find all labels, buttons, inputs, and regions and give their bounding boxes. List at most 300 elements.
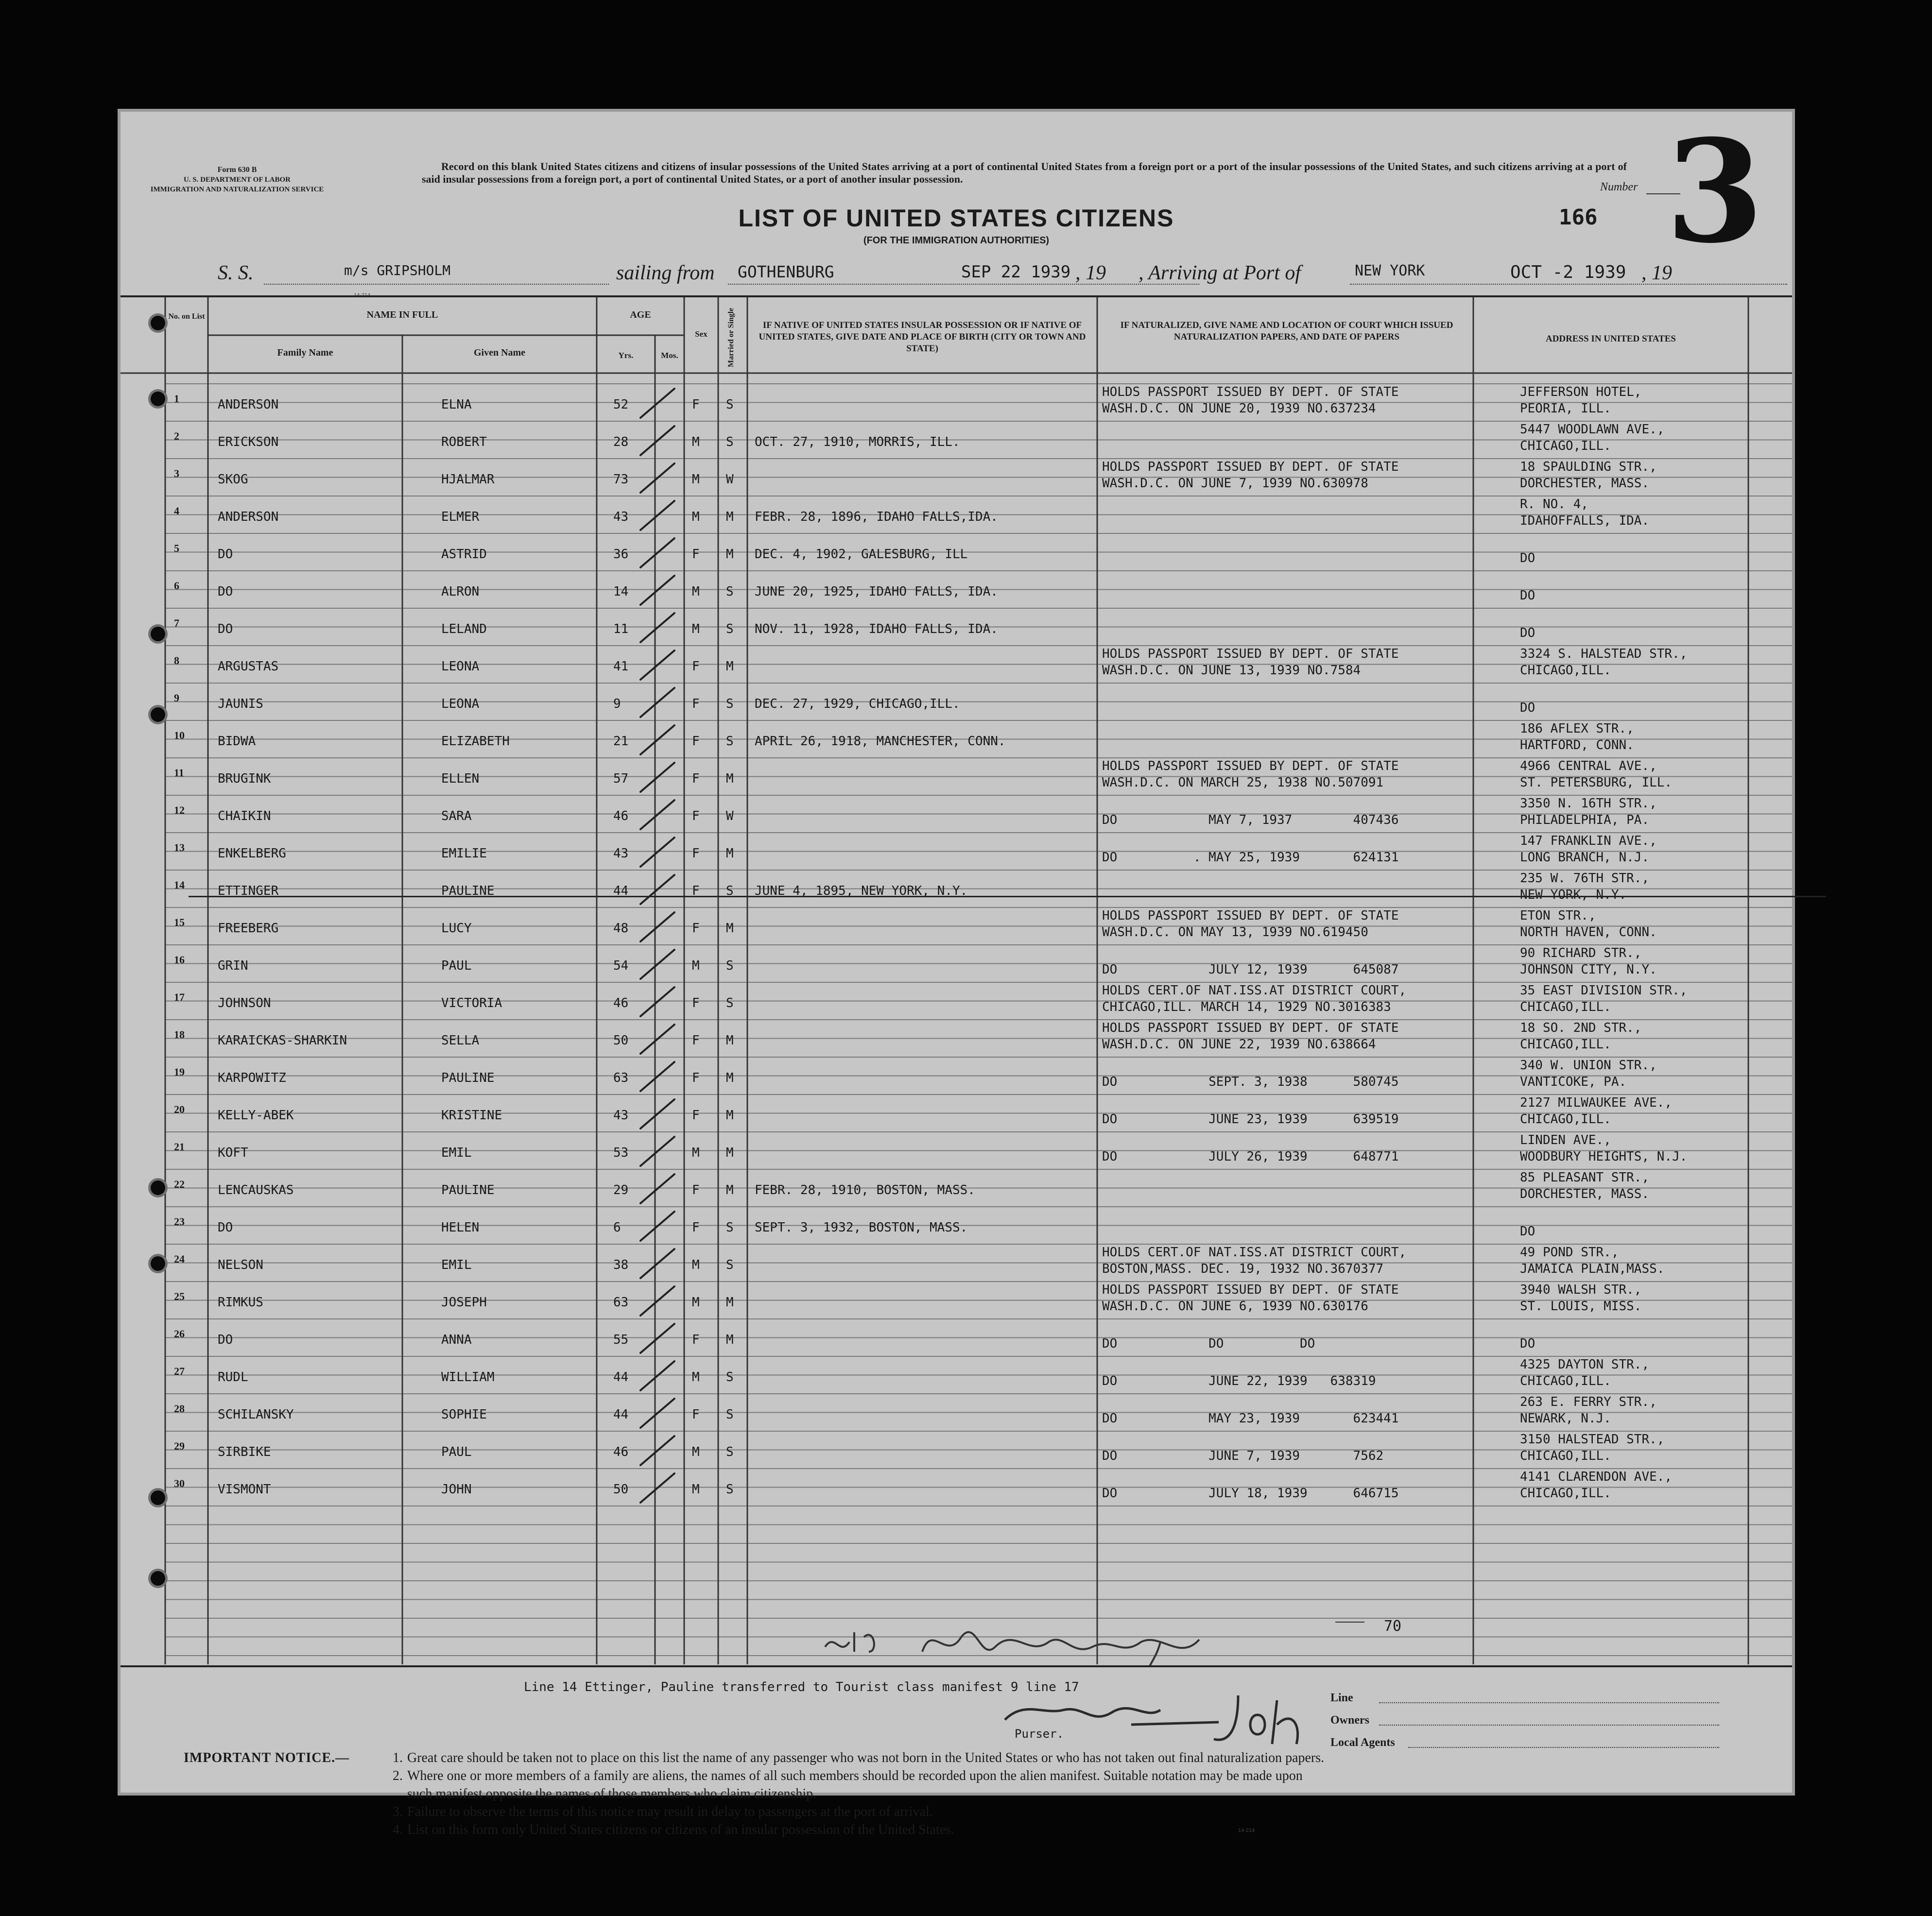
naturalization-line-1: HOLDS CERT.OF NAT.ISS.AT DISTRICT COURT, — [1102, 983, 1407, 998]
sex: M — [692, 435, 700, 449]
tally-tick — [640, 1212, 674, 1241]
family-name: ERICKSON — [218, 435, 279, 449]
age-years: 21 — [613, 734, 629, 749]
table-row — [121, 681, 1792, 718]
age-years: 48 — [613, 921, 629, 936]
row-number: 2 — [174, 430, 179, 442]
sex: F — [692, 659, 700, 674]
tally-tick — [640, 838, 674, 867]
family-name: ARGUSTAS — [218, 659, 279, 674]
age-years: 44 — [613, 884, 629, 898]
family-name: NELSON — [218, 1258, 263, 1272]
table-row — [121, 1205, 1792, 1242]
ship-name: m/s GRIPSHOLM — [344, 262, 451, 278]
row-number: 27 — [174, 1365, 185, 1377]
table-row — [121, 1167, 1792, 1204]
row-number: 24 — [174, 1253, 185, 1265]
tally-tick — [640, 613, 674, 642]
table-row — [121, 980, 1792, 1017]
row-number: 15 — [174, 916, 185, 928]
given-name: ELMER — [441, 510, 480, 524]
given-name: SARA — [441, 809, 472, 823]
age-years: 55 — [613, 1333, 629, 1347]
given-name: ELNA — [441, 397, 472, 412]
given-name: ELIZABETH — [441, 734, 510, 749]
punch-hole — [151, 1180, 165, 1195]
address-line-1: ETON STR., — [1520, 908, 1596, 923]
birth-info: APRIL 26, 1918, MANCHESTER, CONN. — [755, 734, 1006, 749]
address-line-2: DO — [1520, 1224, 1535, 1239]
inspector-signature — [820, 1613, 1258, 1666]
marital-status: S — [726, 697, 734, 711]
sex: F — [692, 1220, 700, 1235]
naturalization-line-2: DO JUNE 23, 1939 639519 — [1102, 1112, 1399, 1127]
notice-1-text: Great care should be taken not to place on this list the name of any passenger who was not born in the United States or who has not taken out final naturalization papers. — [407, 1750, 1325, 1765]
birth-info: OCT. 27, 1910, MORRIS, ILL. — [755, 435, 960, 449]
address-line-2: PEORIA, ILL. — [1520, 401, 1611, 416]
tally-tick — [640, 1399, 674, 1428]
row-number: 20 — [174, 1103, 185, 1115]
manifest-sheet — [121, 109, 1792, 1837]
given-name: ANNA — [441, 1333, 472, 1347]
family-name: FREEBERG — [218, 921, 279, 936]
tally-marks — [636, 374, 762, 1652]
address-line-2: CHICAGO,ILL. — [1520, 1374, 1611, 1388]
given-name: KRISTINE — [441, 1108, 502, 1123]
row-number: 1 — [174, 393, 179, 405]
sex: M — [692, 622, 700, 636]
family-name: ENKELBERG — [218, 846, 286, 861]
naturalization-line-2: DO MAY 23, 1939 623441 — [1102, 1411, 1399, 1426]
address-line-1: 3150 HALSTEAD STR., — [1520, 1432, 1665, 1447]
address-line-2: IDAHOFFALLS, IDA. — [1520, 513, 1650, 528]
row-number: 3 — [174, 467, 179, 479]
sex: F — [692, 771, 700, 786]
age-years: 6 — [613, 1220, 621, 1235]
departure-port: GOTHENBURG — [738, 262, 834, 281]
naturalization-line-2: DO JUNE 22, 1939 638319 — [1102, 1374, 1376, 1388]
row-number: 4 — [174, 505, 179, 517]
row-number: 11 — [174, 767, 184, 779]
row-number: 10 — [174, 729, 185, 741]
address-line-1: 5447 WOODLAWN AVE., — [1520, 422, 1665, 437]
given-name: VICTORIA — [441, 996, 502, 1010]
naturalization-line-2: WASH.D.C. ON JUNE 7, 1939 NO.630978 — [1102, 476, 1368, 491]
page-title: LIST OF UNITED STATES CITIZENS — [738, 205, 1174, 232]
row-number: 29 — [174, 1440, 185, 1452]
tally-tick — [640, 1025, 674, 1054]
header-given-name: Given Name — [473, 347, 526, 358]
tally-tick — [640, 1062, 674, 1091]
given-name: LUCY — [441, 921, 472, 936]
sex: F — [692, 1033, 700, 1048]
age-years: 46 — [613, 996, 629, 1010]
marital-status: S — [726, 996, 734, 1010]
sex: F — [692, 1333, 700, 1347]
sex: F — [692, 1183, 700, 1198]
family-name: DO — [218, 1333, 233, 1347]
punch-hole — [151, 707, 165, 722]
marital-status: M — [726, 921, 734, 936]
punch-hole — [151, 1490, 165, 1505]
family-name: BIDWA — [218, 734, 256, 749]
form-instructions: Record on this blank United States citizens and citizens of insular possessions of the United States arriving at a port of continental United States from a foreign port or a port of the insular possessions of the United States, and such citizens arriving at a port of said insular possessions from a foreign port, a port of continental United States, or a port of another insular possession. — [422, 160, 1627, 185]
address-line-2: ST. PETERSBURG, ILL. — [1520, 775, 1673, 790]
birth-info: JUNE 4, 1895, NEW YORK, N.Y. — [755, 884, 968, 898]
birth-info: JUNE 20, 1925, IDAHO FALLS, IDA. — [755, 584, 998, 599]
age-years: 50 — [613, 1482, 629, 1497]
family-name: SKOG — [218, 472, 248, 487]
birth-info: FEBR. 28, 1910, BOSTON, MASS. — [755, 1183, 975, 1198]
age-years: 54 — [613, 958, 629, 973]
family-name: RUDL — [218, 1370, 248, 1385]
marital-status: S — [726, 884, 734, 898]
family-name: DO — [218, 584, 233, 599]
stamp-dash — [1335, 1622, 1364, 1623]
notice-3-number: 3. — [393, 1804, 403, 1819]
naturalization-line-2: DO SEPT. 3, 1938 580745 — [1102, 1075, 1399, 1089]
punch-hole — [151, 392, 165, 406]
row-number: 17 — [174, 991, 185, 1003]
sex: F — [692, 1407, 700, 1422]
punch-hole — [151, 1571, 165, 1586]
tally-tick — [640, 389, 674, 418]
address-line-1: 90 RICHARD STR., — [1520, 946, 1642, 960]
family-name: KELLY-ABEK — [218, 1108, 294, 1123]
table-row — [121, 868, 1792, 905]
naturalization-line-2: BOSTON,MASS. DEC. 19, 1932 NO.3670377 — [1102, 1262, 1384, 1276]
ss-label: S. S. — [218, 262, 254, 284]
header-age: AGE — [630, 309, 651, 320]
sex: M — [692, 1295, 700, 1310]
address-line-1: 49 POND STR., — [1520, 1245, 1619, 1260]
tally-tick — [640, 426, 674, 455]
punch-hole — [151, 1256, 165, 1271]
header-address: ADDRESS IN UNITED STATES — [1545, 334, 1676, 344]
table-row — [121, 943, 1792, 980]
given-name: ALRON — [441, 584, 480, 599]
row-14-strikethrough — [189, 896, 1826, 897]
age-years: 52 — [613, 397, 629, 412]
table-row — [121, 1280, 1792, 1317]
row-number: 16 — [174, 954, 185, 966]
family-name: ANDERSON — [218, 397, 279, 412]
owners-label: Owners — [1330, 1714, 1369, 1727]
given-name: ROBERT — [441, 435, 487, 449]
table-row — [121, 569, 1792, 606]
birth-info: SEPT. 3, 1932, BOSTON, MASS. — [755, 1220, 968, 1235]
row-number: 8 — [174, 654, 179, 667]
table-row — [121, 1055, 1792, 1092]
address-line-2: DO — [1520, 551, 1535, 565]
family-name: SIRBIKE — [218, 1445, 271, 1459]
sheet-number: 3 — [1666, 109, 1764, 274]
marital-status: S — [726, 1220, 734, 1235]
marital-status: M — [726, 510, 734, 524]
naturalization-line-2: DO JUNE 7, 1939 7562 — [1102, 1449, 1384, 1463]
address-line-1: 4141 CLARENDON AVE., — [1520, 1470, 1673, 1484]
family-name: KOFT — [218, 1146, 248, 1160]
naturalization-line-2: DO JULY 26, 1939 648771 — [1102, 1149, 1399, 1164]
address-line-1: JEFFERSON HOTEL, — [1520, 385, 1642, 399]
tally-tick — [640, 1099, 674, 1129]
row-number: 5 — [174, 542, 179, 554]
sex: M — [692, 510, 700, 524]
age-years: 14 — [613, 584, 629, 599]
marital-status: M — [726, 1146, 734, 1160]
marital-status: S — [726, 1258, 734, 1272]
tally-tick — [640, 1249, 674, 1278]
sex: F — [692, 884, 700, 898]
address-line-2: CHICAGO,ILL. — [1520, 1449, 1611, 1463]
tally-tick — [640, 800, 674, 829]
table-row — [121, 1093, 1792, 1129]
naturalization-line-2: WASH.D.C. ON MAY 13, 1939 NO.619450 — [1102, 925, 1368, 940]
address-line-1: R. NO. 4, — [1520, 497, 1588, 512]
age-years: 38 — [613, 1258, 629, 1272]
stamp-number: 166 — [1559, 205, 1598, 230]
naturalization-line-2: WASH.D.C. ON JUNE 22, 1939 NO.638664 — [1102, 1037, 1376, 1052]
tally-tick — [640, 688, 674, 717]
header-mos: Mos. — [661, 351, 678, 360]
sailing-from-label: sailing from — [616, 262, 715, 284]
address-line-1: 3940 WALSH STR., — [1520, 1283, 1642, 1297]
family-name: BRUGINK — [218, 771, 271, 786]
arriving-label: , Arriving at Port of — [1138, 262, 1301, 284]
address-line-1: 2127 MILWAUKEE AVE., — [1520, 1095, 1673, 1110]
transfer-note: Line 14 Ettinger, Pauline transferred to Tourist class manifest 9 line 17 — [524, 1680, 1079, 1694]
arrival-port: NEW YORK — [1355, 262, 1425, 279]
notice-2-number: 2. — [393, 1768, 403, 1783]
tally-tick — [640, 763, 674, 792]
family-name: ANDERSON — [218, 510, 279, 524]
address-line-2: PHILADELPHIA, PA. — [1520, 813, 1650, 827]
header-name-in-full: NAME IN FULL — [366, 309, 438, 320]
address-line-2: HARTFORD, CONN. — [1520, 738, 1634, 753]
address-line-2: DO — [1520, 588, 1535, 603]
given-name: HELEN — [441, 1220, 480, 1235]
family-name: JOHNSON — [218, 996, 271, 1010]
address-line-2: CHICAGO,ILL. — [1520, 1000, 1611, 1014]
table-row — [121, 606, 1792, 643]
table-row — [121, 906, 1792, 942]
age-years: 46 — [613, 809, 629, 823]
tally-tick — [640, 576, 674, 605]
naturalization-line-1: HOLDS PASSPORT ISSUED BY DEPT. OF STATE — [1102, 385, 1399, 399]
age-years: 57 — [613, 771, 629, 786]
marital-status: S — [726, 435, 734, 449]
age-years: 44 — [613, 1370, 629, 1385]
age-years: 43 — [613, 510, 629, 524]
sex: M — [692, 1146, 700, 1160]
sex: M — [692, 1445, 700, 1459]
sex: F — [692, 1108, 700, 1123]
address-line-2: JOHNSON CITY, N.Y. — [1520, 962, 1657, 977]
address-line-1: 3324 S. HALSTEAD STR., — [1520, 647, 1688, 661]
table-row — [121, 494, 1792, 531]
age-years: 43 — [613, 1108, 629, 1123]
sex: F — [692, 734, 700, 749]
given-name: PAUL — [441, 1445, 472, 1459]
naturalization-line-2: DO DO DO — [1102, 1336, 1315, 1351]
naturalization-line-1: HOLDS PASSPORT ISSUED BY DEPT. OF STATE — [1102, 1283, 1399, 1297]
marital-status: M — [726, 1108, 734, 1123]
row-number: 30 — [174, 1477, 185, 1489]
sex: M — [692, 1258, 700, 1272]
family-name: VISMONT — [218, 1482, 271, 1497]
table-row — [121, 718, 1792, 755]
given-name: PAULINE — [441, 1183, 495, 1198]
address-line-1: 18 SO. 2ND STR., — [1520, 1021, 1642, 1035]
tally-tick — [640, 501, 674, 530]
address-line-2: NEWARK, N.J. — [1520, 1411, 1611, 1426]
owners-field — [1379, 1725, 1719, 1726]
naturalization-line-2: WASH.D.C. ON MARCH 25, 1938 NO.507091 — [1102, 775, 1384, 790]
given-name: LELAND — [441, 622, 487, 636]
tally-tick — [640, 1436, 674, 1465]
notice-2-text: Where one or more members of a family are aliens, the names of all such members should be recorded upon the alien manifest. Suitable notation may be made upon — [407, 1768, 1303, 1783]
page-subtitle: (FOR THE IMMIGRATION AUTHORITIES) — [863, 235, 1050, 246]
family-name: RIMKUS — [218, 1295, 263, 1310]
age-years: 63 — [613, 1071, 629, 1085]
purser-signature — [985, 1686, 1345, 1754]
marital-status: M — [726, 547, 734, 562]
notice-4-text: List on this form only United States citizens or citizens of an insular possession of the United States. — [407, 1822, 955, 1837]
family-name: ETTINGER — [218, 884, 279, 898]
naturalization-line-1: HOLDS PASSPORT ISSUED BY DEPT. OF STATE — [1102, 1021, 1399, 1035]
birth-info: DEC. 27, 1929, CHICAGO,ILL. — [755, 697, 960, 711]
family-name: JAUNIS — [218, 697, 263, 711]
marital-status: S — [726, 1445, 734, 1459]
address-line-1: 235 W. 76TH STR., — [1520, 871, 1650, 886]
marital-status: M — [726, 1183, 734, 1198]
given-name: LEONA — [441, 697, 480, 711]
sex: F — [692, 547, 700, 562]
given-name: JOHN — [441, 1482, 472, 1497]
address-line-2: DO — [1520, 701, 1535, 715]
sex: M — [692, 584, 700, 599]
address-line-2: DORCHESTER, MASS. — [1520, 476, 1650, 491]
address-line-2: NEW YORK, N.Y. — [1520, 888, 1627, 902]
table-row — [121, 831, 1792, 868]
given-name: PAUL — [441, 958, 472, 973]
sex: F — [692, 1071, 700, 1085]
given-name: EMILIE — [441, 846, 487, 861]
address-line-1: 263 E. FERRY STR., — [1520, 1395, 1657, 1409]
row-number: 26 — [174, 1328, 185, 1340]
sex: F — [692, 921, 700, 936]
notice-4-number: 4. — [393, 1822, 403, 1837]
tally-tick — [640, 875, 674, 904]
naturalization-line-1: HOLDS PASSPORT ISSUED BY DEPT. OF STATE — [1102, 908, 1399, 923]
given-name: SELLA — [441, 1033, 480, 1048]
notice-print-code: 14-214 — [1238, 1828, 1255, 1833]
table-row — [121, 419, 1792, 456]
punch-hole — [151, 316, 165, 330]
marital-status: S — [726, 958, 734, 973]
row-number: 25 — [174, 1290, 185, 1302]
table-row — [121, 1429, 1792, 1466]
age-years: 36 — [613, 547, 629, 562]
row-number: 14 — [174, 879, 185, 891]
table-row — [121, 756, 1792, 793]
family-name: GRIN — [218, 958, 248, 973]
row-number: 21 — [174, 1141, 185, 1153]
age-years: 28 — [613, 435, 629, 449]
line-label: Line — [1330, 1692, 1353, 1704]
local-agents-label: Local Agents — [1330, 1736, 1395, 1749]
local-agents-field — [1408, 1747, 1719, 1748]
sex: F — [692, 996, 700, 1010]
address-line-1: 4325 DAYTON STR., — [1520, 1357, 1650, 1372]
address-line-2: CHICAGO,ILL. — [1520, 663, 1611, 678]
sex: F — [692, 809, 700, 823]
given-name: WILLIAM — [441, 1370, 495, 1385]
address-line-1: 35 EAST DIVISION STR., — [1520, 983, 1688, 998]
tally-tick — [640, 725, 674, 754]
sex: M — [692, 1482, 700, 1497]
given-name: HJALMAR — [441, 472, 495, 487]
tally-tick — [640, 650, 674, 680]
address-line-2: LONG BRANCH, N.J. — [1520, 850, 1650, 865]
given-name: EMIL — [441, 1258, 472, 1272]
age-years: 43 — [613, 846, 629, 861]
tally-tick — [640, 912, 674, 941]
family-name: DO — [218, 547, 233, 562]
given-name: ASTRID — [441, 547, 487, 562]
notice-3-text: Failure to observe the terms of this notice may result in delay to passengers at the port of arrival. — [407, 1804, 933, 1819]
punch-hole — [151, 627, 165, 641]
marital-status: M — [726, 659, 734, 674]
purser-label: Purser. — [1015, 1727, 1064, 1741]
address-line-2: DO — [1520, 1336, 1535, 1351]
sex: M — [692, 1370, 700, 1385]
address-line-1: LINDEN AVE., — [1520, 1133, 1611, 1147]
naturalization-line-1: HOLDS PASSPORT ISSUED BY DEPT. OF STATE — [1102, 759, 1399, 773]
naturalization-line-2: DO JULY 12, 1939 645087 — [1102, 962, 1399, 977]
address-line-2: WOODBURY HEIGHTS, N.J. — [1520, 1149, 1688, 1164]
page-stamp: 70 — [1384, 1618, 1402, 1635]
age-years: 44 — [613, 1407, 629, 1422]
table-row — [121, 644, 1792, 681]
given-name: PAULINE — [441, 1071, 495, 1085]
given-name: SOPHIE — [441, 1407, 487, 1422]
address-line-2: NORTH HAVEN, CONN. — [1520, 925, 1657, 940]
row-number: 12 — [174, 804, 185, 816]
number-label: Number — [1600, 181, 1638, 193]
table-row — [121, 1242, 1792, 1279]
tally-tick — [640, 1286, 674, 1316]
marital-status: M — [726, 771, 734, 786]
address-line-2: CHICAGO,ILL. — [1520, 1486, 1611, 1501]
row-number: 13 — [174, 841, 185, 854]
tally-tick — [640, 1473, 674, 1503]
marital-status: S — [726, 622, 734, 636]
department-name: U. S. DEPARTMENT OF LABOR — [183, 176, 291, 184]
header-family-name: Family Name — [277, 347, 333, 358]
tally-tick — [640, 987, 674, 1016]
marital-status: M — [726, 1071, 734, 1085]
header-naturalized: IF NATURALIZED, GIVE NAME AND LOCATION OF COURT WHICH ISSUED NATURALIZATION PAPERS, AND DATE OF PAPERS — [1120, 320, 1453, 342]
marital-status: M — [726, 1333, 734, 1347]
family-name: DO — [218, 1220, 233, 1235]
address-line-2: CHICAGO,ILL. — [1520, 1112, 1611, 1127]
row-number: 9 — [174, 692, 179, 704]
year-suffix-2: , 19 — [1641, 262, 1672, 284]
form-number: Form 630 B — [217, 166, 257, 174]
age-years: 46 — [613, 1445, 629, 1459]
given-name: PAULINE — [441, 884, 495, 898]
